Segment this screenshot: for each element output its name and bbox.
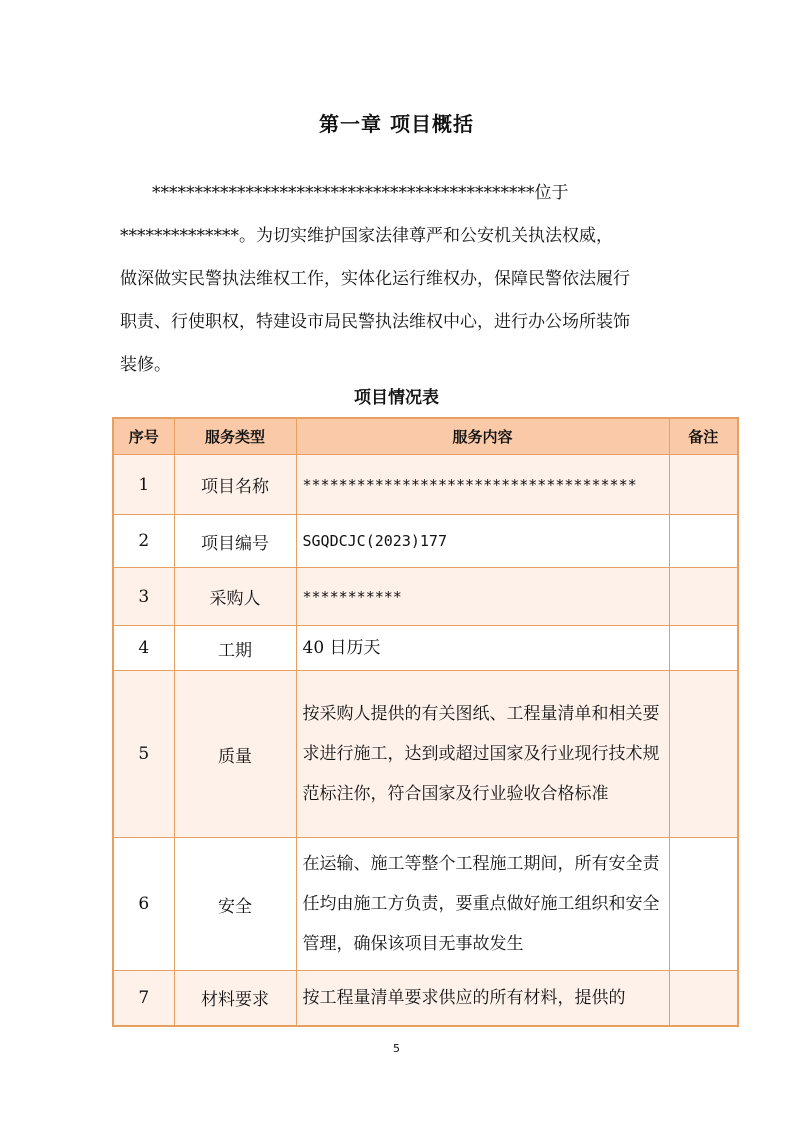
table-row <box>113 671 738 838</box>
cell-type: 质量 <box>174 671 296 838</box>
header-content: 服务内容 <box>296 418 669 455</box>
table-row <box>113 455 738 515</box>
cell-no: 4 <box>113 626 174 671</box>
cell-no: 5 <box>113 671 174 838</box>
cell-no: 7 <box>113 971 174 1026</box>
cell-note <box>669 515 738 568</box>
cell-type: 采购人 <box>174 568 296 626</box>
cell-no: 1 <box>113 455 174 515</box>
cell-note <box>669 455 738 515</box>
table-caption: 项目情况表 <box>354 388 439 408</box>
page-number: 5 <box>393 1042 400 1055</box>
table-row <box>113 515 738 568</box>
cell-content: 按采购人提供的有关图纸、工程量清单和相关要求进行施工，达到或超过国家及行业现行技术规范标注你，符合国家及行业验收合格标准 <box>296 671 669 838</box>
cell-note <box>669 568 738 626</box>
cell-note <box>669 838 738 971</box>
paragraph-line: 装修。 <box>120 355 171 375</box>
intro-paragraph <box>120 172 680 387</box>
table-row <box>113 568 738 626</box>
cell-note <box>669 626 738 671</box>
paragraph-line: *********************************************位于 <box>152 183 569 203</box>
cell-content: ************************************* <box>296 455 669 515</box>
cell-note <box>669 671 738 838</box>
cell-content: 在运输、施工等整个工程施工期间，所有安全责任均由施工方负责，要重点做好施工组织和安全管理，确保该项目无事故发生 <box>296 838 669 971</box>
table-row <box>113 971 738 1026</box>
cell-note <box>669 971 738 1026</box>
cell-no: 6 <box>113 838 174 971</box>
header-note: 备注 <box>669 418 738 455</box>
cell-type: 安全 <box>174 838 296 971</box>
cell-no: 3 <box>113 568 174 626</box>
paragraph-line: **************。为切实维护国家法律尊严和公安机关执法权威， <box>120 226 613 246</box>
cell-content: *********** <box>296 568 669 626</box>
header-type: 服务类型 <box>174 418 296 455</box>
cell-type: 工期 <box>174 626 296 671</box>
table-row <box>113 626 738 671</box>
table-header-row <box>113 418 738 455</box>
cell-type: 材料要求 <box>174 971 296 1026</box>
cell-type: 项目名称 <box>174 455 296 515</box>
chapter-title: 第一章 项目概括 <box>319 112 474 136</box>
paragraph-line: 职责、行使职权，特建设市局民警执法维权中心，进行办公场所装饰 <box>120 312 630 332</box>
cell-content: SGQDCJC(2023)177 <box>296 515 669 568</box>
paragraph-line: 做深做实民警执法维权工作，实体化运行维权办，保障民警依法履行 <box>120 269 630 289</box>
project-info-table <box>112 417 739 1027</box>
table-row <box>113 838 738 971</box>
cell-no: 2 <box>113 515 174 568</box>
cell-content: 按工程量清单要求供应的所有材料，提供的 <box>296 971 669 1026</box>
cell-type: 项目编号 <box>174 515 296 568</box>
cell-content: 40 日历天 <box>296 626 669 671</box>
header-no: 序号 <box>113 418 174 455</box>
